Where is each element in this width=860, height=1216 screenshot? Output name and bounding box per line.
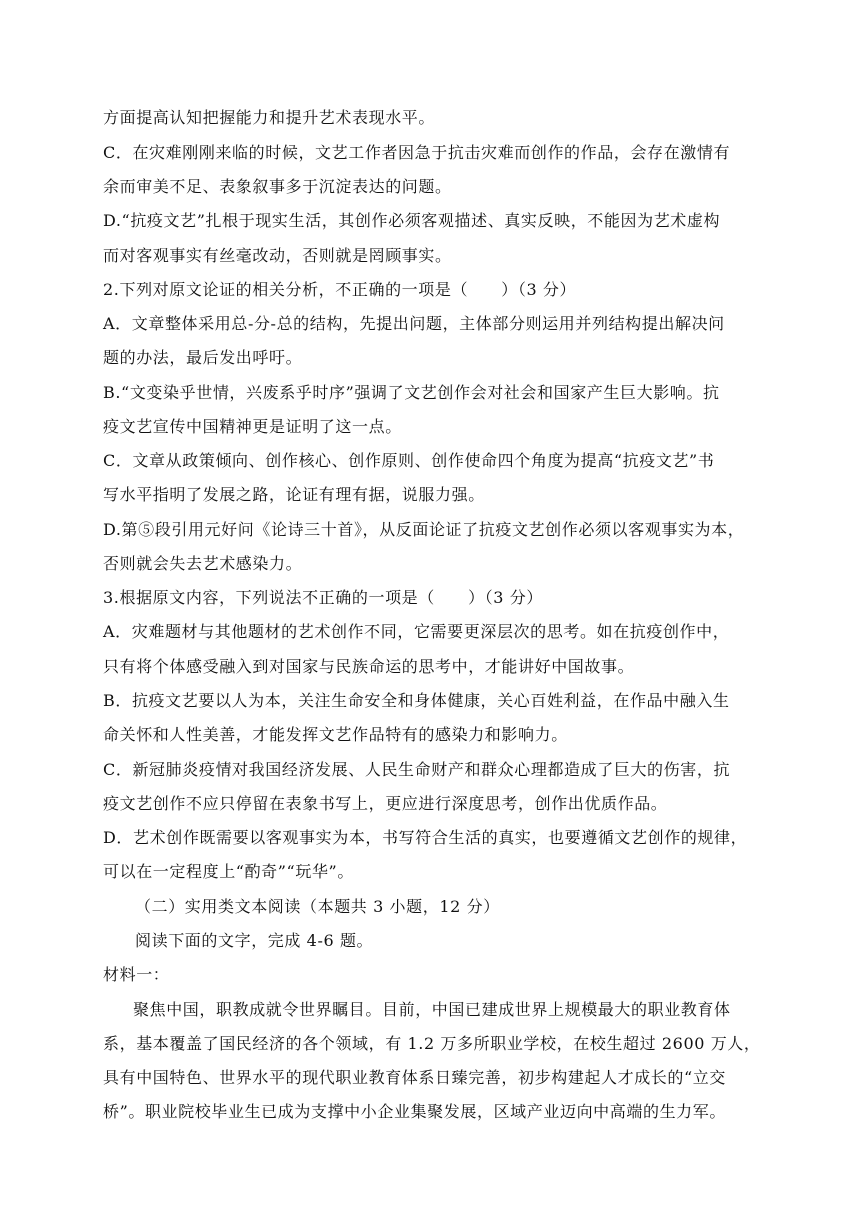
text-line: 只有将个体感受融入到对国家与民族命运的思考中，才能讲好中国故事。 [103, 657, 635, 676]
text-line: 余而审美不足、表象叙事多于沉淀表达的问题。 [103, 177, 452, 196]
material-label: 材料一： [103, 965, 170, 984]
text-line: C．文章从政策倾向、创作核心、创作原则、创作使命四个角度为提高“抗疫文艺”书 [103, 451, 715, 470]
text-line: 疫文艺宣传中国精神更是证明了这一点。 [103, 417, 402, 436]
text-line: 方面提高认知把握能力和提升艺术表现水平。 [103, 108, 436, 127]
question-heading: 2.下列对原文论证的相关分析，不正确的一项是（ ）（3 分） [103, 280, 577, 299]
text-line: B．抗疫文艺要以人为本，关注生命安全和身体健康，关心百姓利益，在作品中融入生 [103, 691, 730, 710]
text-line: D.第⑤段引用元好问《论诗三十首》，从反面论证了抗疫文艺创作必须以客观事实为本， [103, 520, 745, 539]
text-line: 否则就会失去艺术感染力。 [103, 554, 303, 573]
text-line: A．文章整体采用总-分-总的结构，先提出问题，主体部分则运用并列结构提出解决问 [103, 314, 725, 333]
text-line: A．灾难题材与其他题材的艺术创作不同，它需要更深层次的思考。如在抗疫创作中， [103, 622, 730, 641]
text-line: 系，基本覆盖了国民经济的各个领域，有 1.2 万多所职业学校，在校生超过 2600 万人， [103, 1034, 761, 1053]
text-line: 命关怀和人性美善，才能发挥文艺作品特有的感染力和影响力。 [103, 725, 568, 744]
instruction-line: 阅读下面的文字，完成 4-6 题。 [135, 931, 374, 950]
text-line: 具有中国特色、世界水平的现代职业教育体系日臻完善，初步构建起人才成长的“立交 [103, 1068, 726, 1087]
text-line: 聚焦中国，职教成就令世界瞩目。目前，中国已建成世界上规模最大的职业教育体 [133, 1000, 731, 1019]
text-line: D．艺术创作既需要以客观事实为本，书写符合生活的真实，也要遵循文艺创作的规律， [103, 828, 748, 847]
text-line: 题的办法，最后发出呼吁。 [103, 348, 303, 367]
text-line: D.“抗疫文艺”扎根于现实生活，其创作必须客观描述、真实反映，不能因为艺术虚构 [103, 211, 721, 230]
text-line: C．新冠肺炎疫情对我国经济发展、人民生命财产和群众心理都造成了巨大的伤害，抗 [103, 760, 731, 779]
text-line: 可以在一定程度上“酌奇”“玩华”。 [103, 862, 354, 881]
text-line: B.“文变染乎世情，兴废系乎时序”强调了文艺创作会对社会和国家产生巨大影响。抗 [103, 383, 720, 402]
text-line: 桥”。职业院校毕业生已成为支撑中小企业集聚发展，区域产业迈向中高端的生力军。 [103, 1102, 726, 1121]
section-heading: （二）实用类文本阅读（本题共 3 小题，12 分） [135, 897, 500, 916]
text-line: 而对客观事实有丝毫改动，否则就是罔顾事实。 [103, 246, 452, 265]
text-line: C．在灾难刚刚来临的时候，文艺工作者因急于抗击灾难而创作的作品，会存在激情有 [103, 143, 731, 162]
text-line: 疫文艺创作不应只停留在表象书写上，更应进行深度思考，创作出优质作品。 [103, 794, 668, 813]
question-heading: 3.根据原文内容，下列说法不正确的一项是（ ）（3 分） [103, 588, 543, 607]
text-line: 写水平指明了发展之路，论证有理有据，说服力强。 [103, 485, 485, 504]
